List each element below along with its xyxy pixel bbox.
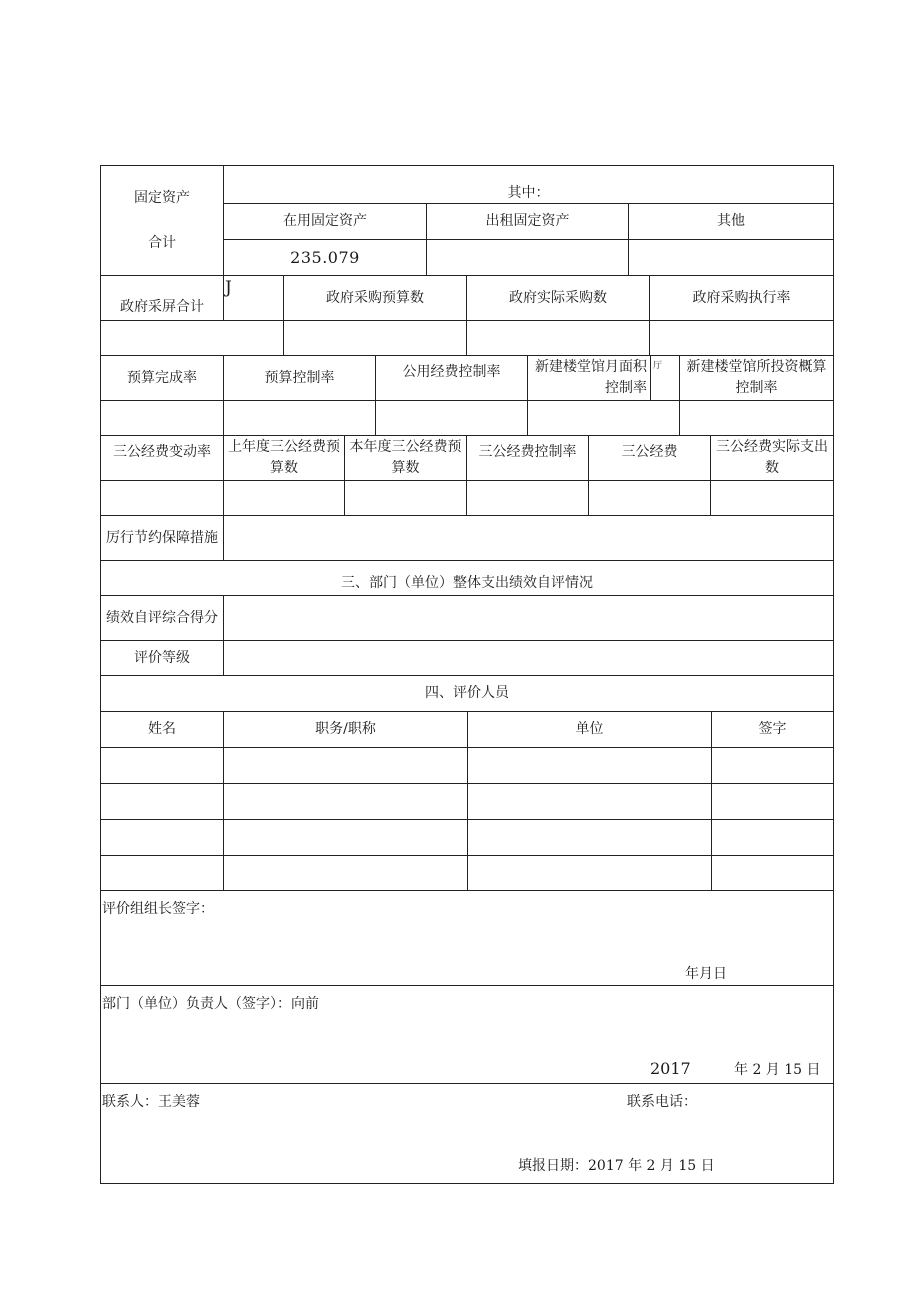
building-stray-mark: 厅 bbox=[653, 361, 663, 371]
leader-signature-date: 年月日 bbox=[685, 966, 727, 982]
rented-out-value bbox=[427, 240, 629, 276]
procurement-budget-header: 政府采购预算数 bbox=[284, 276, 467, 321]
fixed-assets-total-label: 固定资产 合计 bbox=[101, 166, 224, 276]
budget-value-4 bbox=[528, 401, 680, 436]
in-use-value: 235.079 bbox=[224, 240, 427, 276]
procurement-value-2 bbox=[284, 321, 467, 356]
grade-value bbox=[224, 641, 834, 676]
procurement-value-4 bbox=[650, 321, 834, 356]
budget-value-2 bbox=[224, 401, 376, 436]
header-title: 职务/职称 bbox=[224, 712, 468, 748]
other-value bbox=[629, 240, 834, 276]
responsible-year: 2017 bbox=[650, 1059, 691, 1078]
procurement-total-label: 政府采屏合计 bbox=[101, 276, 224, 321]
in-use-header: 在用固定资产 bbox=[224, 204, 427, 240]
three-public-value-5 bbox=[589, 481, 711, 516]
three-public-actual-label: 三公经费实际支出数 bbox=[711, 436, 834, 481]
header-unit: 单位 bbox=[468, 712, 712, 748]
three-public-value-1 bbox=[101, 481, 224, 516]
evaluator-row-3-sign bbox=[712, 820, 834, 856]
responsible-date: 年 2 月 15 日 bbox=[734, 1062, 821, 1078]
responsible-label: 部门（单位）负责人（签字）：向前 bbox=[102, 996, 319, 1012]
form-frame bbox=[100, 165, 834, 1184]
contact-phone: 联系电话： bbox=[627, 1094, 697, 1110]
three-public-this-year-label: 本年度三公经费预算数 bbox=[345, 436, 467, 481]
three-public-fee-label: 三公经费 bbox=[589, 436, 711, 481]
evaluator-row-4-sign bbox=[712, 856, 834, 891]
grade-label: 评价等级 bbox=[101, 641, 224, 676]
evaluator-row-1-sign bbox=[712, 748, 834, 784]
evaluator-row-4-name bbox=[101, 856, 224, 891]
three-public-last-year-label: 上年度三公经费预算数 bbox=[224, 436, 345, 481]
evaluator-row-2-name bbox=[101, 784, 224, 820]
score-label: 绩效自评综合得分 bbox=[101, 596, 224, 641]
saving-measures-label: 厉行节约保障措施 bbox=[101, 516, 224, 561]
new-building-area-label: 新建楼堂馆月面积控制率 bbox=[528, 356, 651, 401]
score-value bbox=[224, 596, 834, 641]
evaluator-row-1-title bbox=[224, 748, 468, 784]
leader-signature-label: 评价组组长签字： bbox=[102, 901, 214, 917]
budget-control-label: 预算控制率 bbox=[224, 356, 376, 401]
contact-person: 联系人：王美蓉 bbox=[102, 1094, 200, 1110]
three-public-change-label: 三公经费变动率 bbox=[101, 436, 224, 481]
evaluator-row-3-name bbox=[101, 820, 224, 856]
procurement-stray-mark: J bbox=[225, 278, 232, 298]
three-public-value-3 bbox=[345, 481, 467, 516]
rented-out-header: 出租固定资产 bbox=[427, 204, 629, 240]
evaluator-row-2-sign bbox=[712, 784, 834, 820]
evaluator-row-4-unit bbox=[468, 856, 712, 891]
evaluator-row-2-unit bbox=[468, 784, 712, 820]
procurement-rate-header: 政府采购执行率 bbox=[650, 276, 834, 321]
new-building-invest-label: 新建楼堂馆所投资概算控制率 bbox=[680, 356, 834, 401]
procurement-value-3 bbox=[467, 321, 650, 356]
three-public-value-4 bbox=[467, 481, 589, 516]
other-header: 其他 bbox=[629, 204, 834, 240]
three-public-value-6 bbox=[711, 481, 834, 516]
procurement-value-1 bbox=[101, 321, 284, 356]
evaluator-row-4-title bbox=[224, 856, 468, 891]
evaluator-row-3-unit bbox=[468, 820, 712, 856]
section4-title: 四、评价人员 bbox=[101, 676, 834, 712]
evaluator-row-1-unit bbox=[468, 748, 712, 784]
header-name: 姓名 bbox=[101, 712, 224, 748]
three-public-value-2 bbox=[224, 481, 345, 516]
procurement-actual-header: 政府实际采购数 bbox=[467, 276, 650, 321]
procurement-blank bbox=[224, 276, 284, 321]
budget-completion-label: 预算完成率 bbox=[101, 356, 224, 401]
three-public-control-label: 三公经费控制率 bbox=[467, 436, 589, 481]
evaluator-row-2-title bbox=[224, 784, 468, 820]
section3-title: 三、部门（单位）整体支出绩效自评情况 bbox=[101, 561, 834, 596]
budget-value-5 bbox=[680, 401, 834, 436]
public-funds-control-label: 公用经费控制率 bbox=[376, 356, 528, 401]
saving-measures-value bbox=[224, 516, 834, 561]
of-which-header: 其中： bbox=[224, 166, 834, 204]
header-signature: 签字 bbox=[712, 712, 834, 748]
fill-date: 填报日期：2017 年 2 月 15 日 bbox=[518, 1158, 715, 1174]
evaluator-row-1-name bbox=[101, 748, 224, 784]
evaluator-row-3-title bbox=[224, 820, 468, 856]
budget-value-1 bbox=[101, 401, 224, 436]
budget-value-3 bbox=[376, 401, 528, 436]
